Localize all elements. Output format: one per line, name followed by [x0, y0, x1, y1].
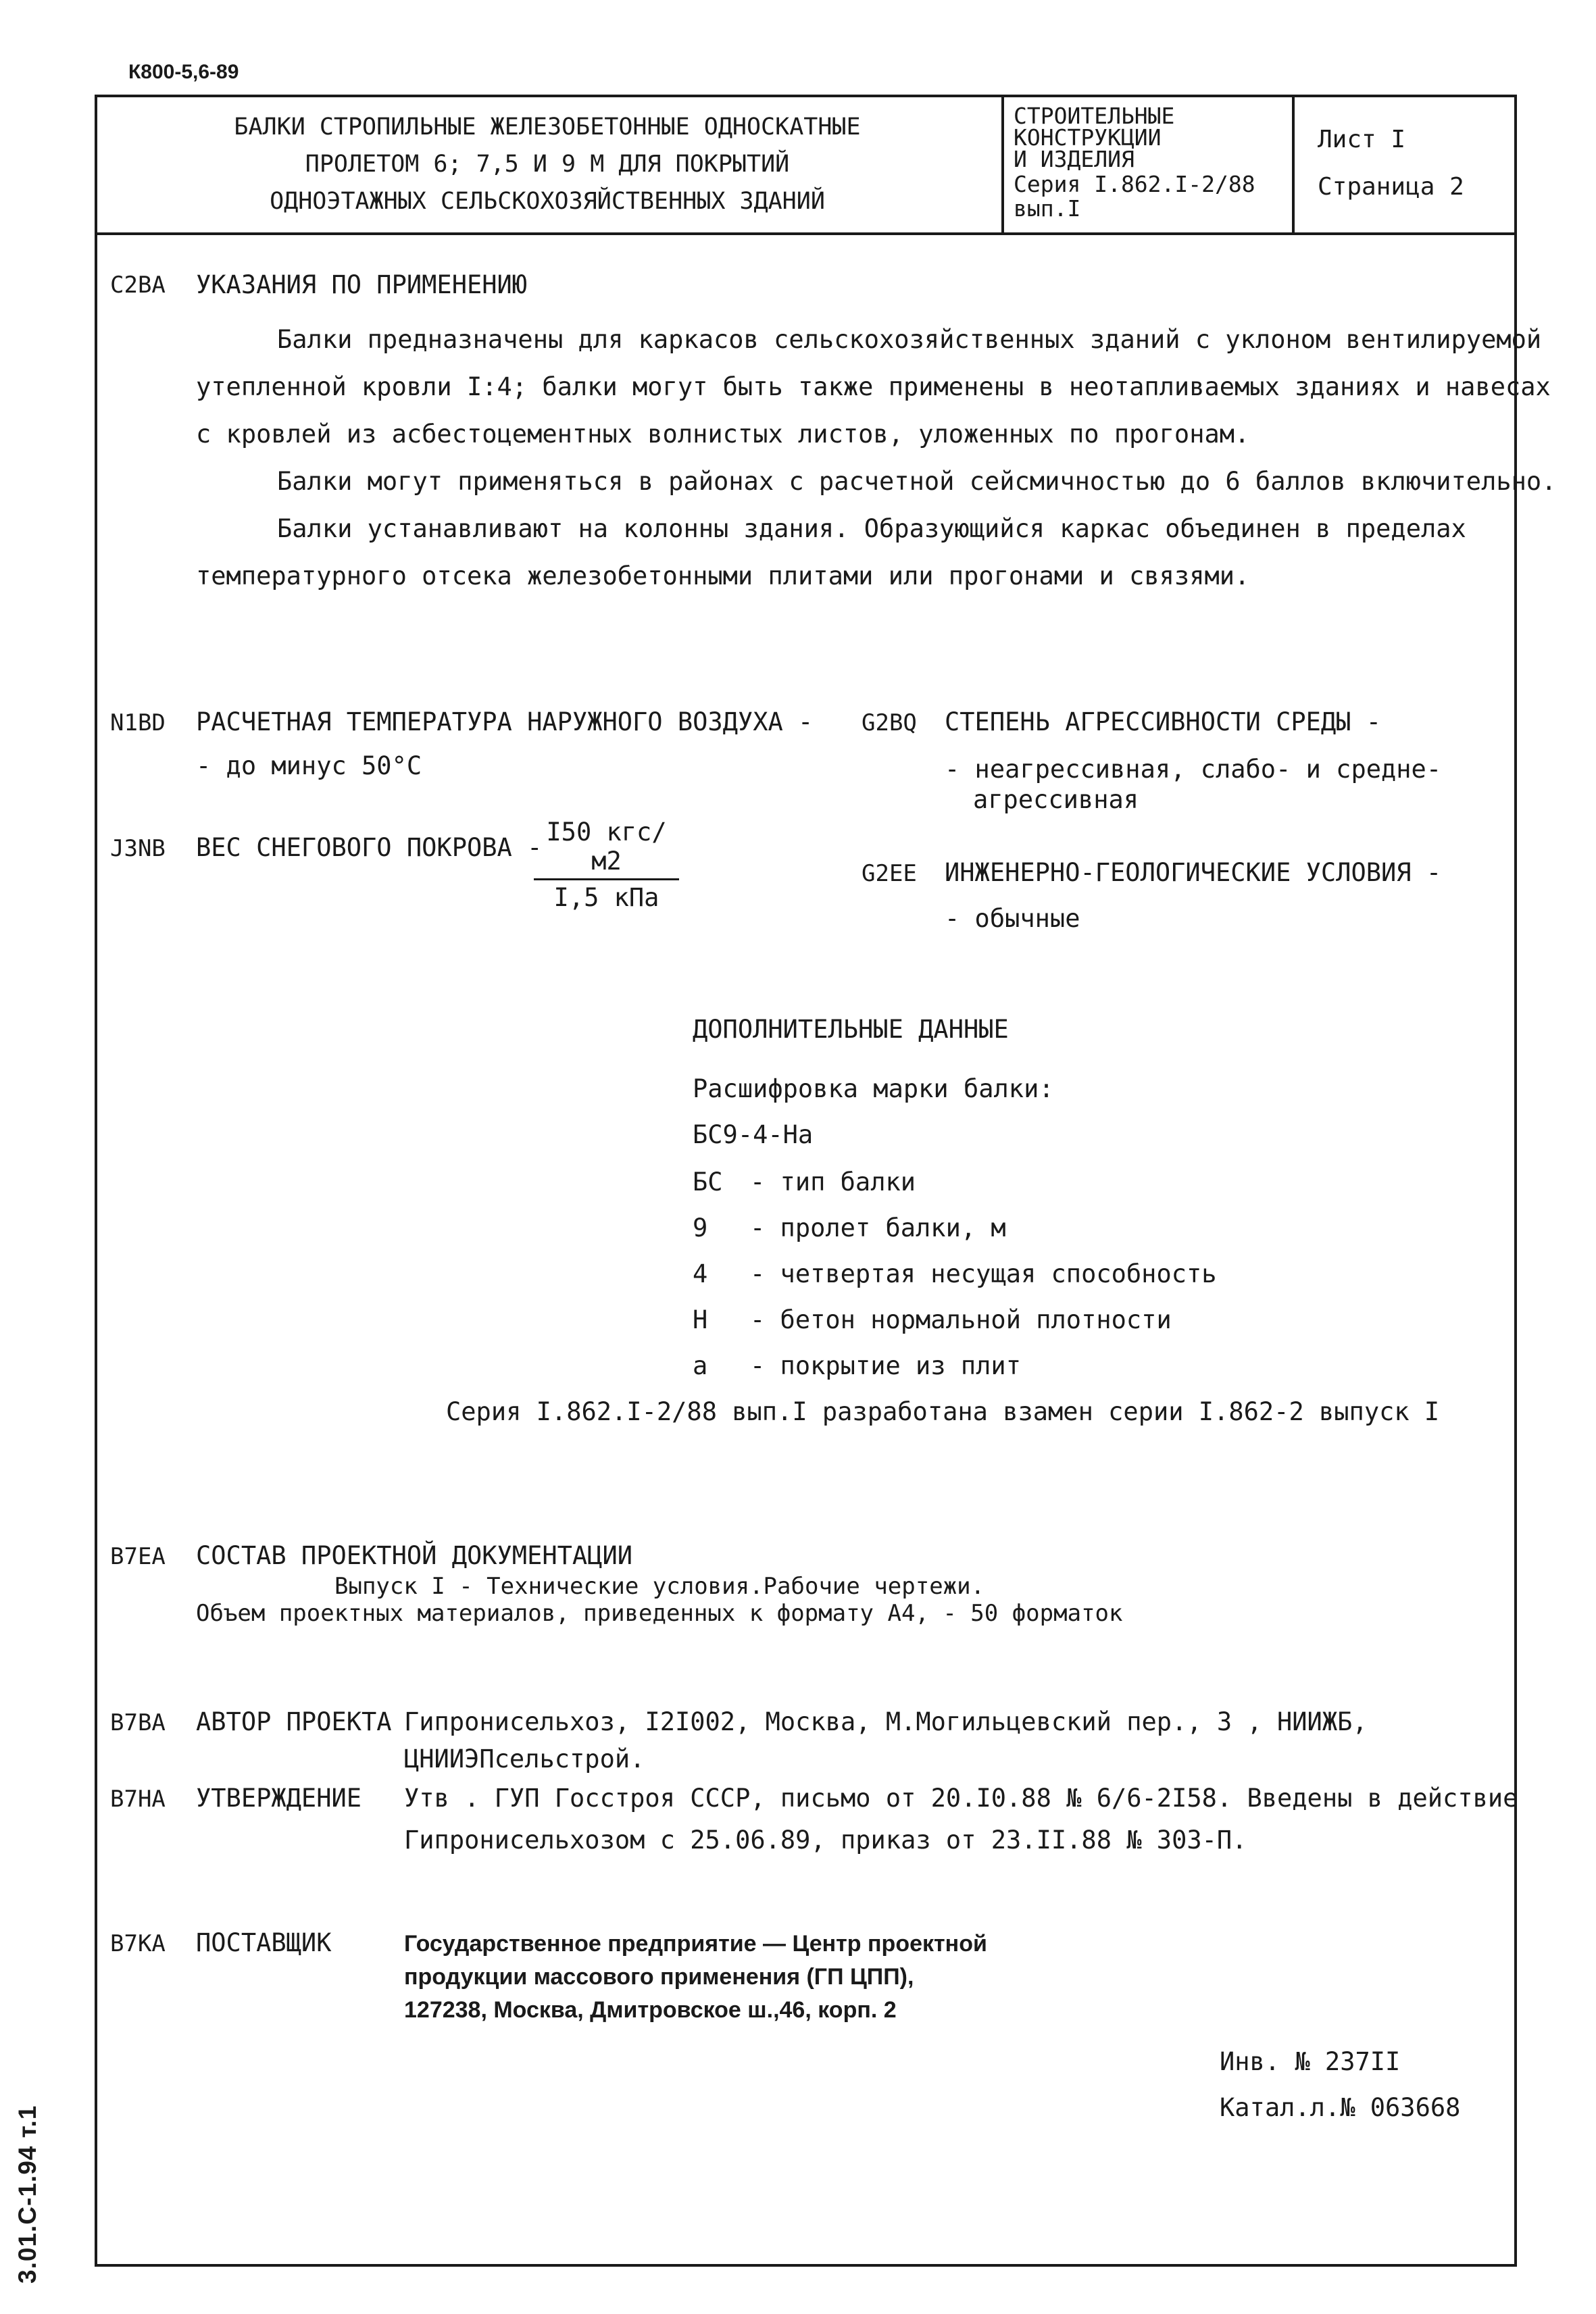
mark-key: 9	[693, 1213, 708, 1242]
document-code: К800-5,6-89	[128, 61, 239, 83]
mark-desc: - бетон нормальной плотности	[750, 1305, 1172, 1334]
stamp-issue: вып.I	[1014, 195, 1081, 222]
stamp-series: Серия I.862.I-2/88	[1014, 171, 1255, 197]
supplier-line: 127238, Москва, Дмитровское ш.,46, корп. 2	[404, 1997, 897, 2023]
approval-line: Утв . ГУП Госстроя СССР, письмо от 20.I0.88 № 6/6-2I58. Введены в действие	[404, 1784, 1518, 1813]
geology-value: - обычные	[945, 904, 1080, 933]
temperature-value: - до минус 50°С	[196, 751, 422, 780]
paragraph-line: температурного отсека железобетонными плитами или прогонами и связями.	[196, 561, 1250, 590]
stamp-title-line: ПРОЛЕТОМ 6; 7,5 И 9 М ДЛЯ ПОКРЫТИЙ	[305, 151, 790, 178]
mark-key: Н	[693, 1305, 708, 1334]
section-code: B7KA	[110, 1930, 166, 1957]
decode-title: Расшифровка марки балки:	[693, 1074, 1054, 1103]
mark-key: БС	[693, 1167, 723, 1197]
mark-key: а	[693, 1351, 708, 1380]
stamp-divider	[95, 232, 1517, 235]
section-heading: УКАЗАНИЯ ПО ПРИМЕНЕНИЮ	[196, 270, 528, 299]
aggressiveness-value: агрессивная	[973, 785, 1139, 814]
mark-desc: - покрытие из плит	[750, 1351, 1021, 1380]
additional-heading: ДОПОЛНИТЕЛЬНЫЕ ДАННЫЕ	[693, 1015, 1009, 1044]
author-line: ЦНИИЭПсельстрой.	[404, 1744, 645, 1774]
section-code: B7EA	[110, 1543, 166, 1570]
condition-code: J3NB	[110, 835, 166, 862]
supplier-label: ПОСТАВЩИК	[196, 1928, 332, 1957]
stamp-category-line: И ИЗДЕЛИЯ	[1014, 146, 1134, 172]
section-code: С2ВА	[110, 272, 166, 299]
catalog-number: Катал.л.№ 063668	[1220, 2093, 1461, 2122]
temperature-label: РАСЧЕТНАЯ ТЕМПЕРАТУРА НАРУЖНОГО ВОЗДУХА -	[196, 707, 814, 736]
paragraph-line: Балки предназначены для каркасов сельскохозяйственных зданий с уклоном вентилируемой	[277, 325, 1542, 354]
stamp-divider	[1292, 95, 1295, 234]
stamp-title-line: ОДНОЭТАЖНЫХ СЕЛЬСКОХОЗЯЙСТВЕННЫХ ЗДАНИЙ	[270, 188, 825, 215]
supplier-line: Государственное предприятие — Центр проектной	[404, 1931, 987, 1957]
snow-load-kgf: I50 кгс/м2	[534, 818, 679, 880]
condition-code: G2EE	[862, 860, 917, 887]
author-line: Гипронисельхоз, I2I002, Москва, М.Могильцевский пер., 3 , НИИЖБ,	[404, 1707, 1368, 1736]
series-replacement: Серия I.862.I-2/88 вып.I разработана взамен серии I.862-2 выпуск I	[446, 1397, 1440, 1426]
condition-code: G2BQ	[862, 709, 917, 736]
inventory-number: Инв. № 237II	[1220, 2047, 1401, 2076]
documentation-heading: СОСТАВ ПРОЕКТНОЙ ДОКУМЕНТАЦИИ	[196, 1541, 633, 1570]
documentation-line: Выпуск I - Технические условия.Рабочие чертежи.	[334, 1573, 985, 1600]
mark-desc: - четвертая несущая способность	[750, 1259, 1217, 1288]
documentation-line: Объем проектных материалов, приведенных к формату А4, - 50 форматок	[196, 1600, 1123, 1627]
beam-mark: БС9-4-На	[693, 1120, 814, 1149]
stamp-title-line: БАЛКИ СТРОПИЛЬНЫЕ ЖЕЛЕЗОБЕТОННЫЕ ОДНОСКАТНЫЕ	[234, 114, 861, 141]
supplier-line: продукции массового применения (ГП ЦПП),	[404, 1964, 914, 1990]
stamp-divider	[1001, 95, 1004, 234]
section-code: B7HA	[110, 1786, 166, 1813]
snow-label: ВЕС СНЕГОВОГО ПОКРОВА -	[196, 833, 543, 862]
author-label: АВТОР ПРОЕКТА	[196, 1707, 392, 1736]
stamp-page: Страница 2	[1318, 173, 1464, 201]
approval-label: УТВЕРЖДЕНИЕ	[196, 1784, 362, 1813]
aggressiveness-label: СТЕПЕНЬ АГРЕССИВНОСТИ СРЕДЫ -	[945, 707, 1382, 736]
mark-desc: - тип балки	[750, 1167, 916, 1197]
mark-desc: - пролет балки, м	[750, 1213, 1006, 1242]
aggressiveness-value: - неагрессивная, слабо- и средне-	[945, 755, 1442, 784]
paragraph-line: Балки могут применяться в районах с расчетной сейсмичностью до 6 баллов включительно.	[277, 467, 1557, 496]
archive-code: 3.01.С-1.94 т.1	[14, 2105, 41, 2284]
geology-label: ИНЖЕНЕРНО-ГЕОЛОГИЧЕСКИЕ УСЛОВИЯ -	[945, 858, 1442, 887]
approval-line: Гипронисельхозом с 25.06.89, приказ от 23.II.88 № 303-П.	[404, 1826, 1247, 1855]
paragraph-line: Балки устанавливают на колонны здания. Образующийся каркас объединен в пределах	[277, 514, 1466, 543]
stamp-category-line: КОНСТРУКЦИИ	[1014, 124, 1162, 151]
condition-code: N1BD	[110, 709, 166, 736]
mark-key: 4	[693, 1259, 708, 1288]
paragraph-line: утепленной кровли I:4; балки могут быть также применены в неотапливаемых зданиях и навесах	[196, 372, 1551, 401]
snow-load-fraction	[534, 818, 679, 912]
stamp-sheet: Лист I	[1318, 126, 1406, 153]
snow-load-kpa: I,5 кПа	[553, 883, 659, 912]
paragraph-line: с кровлей из асбестоцементных волнистых листов, уложенных по прогонам.	[196, 420, 1250, 449]
section-code: B7BA	[110, 1709, 166, 1736]
stamp-category-line: СТРОИТЕЛЬНЫЕ	[1014, 103, 1175, 129]
